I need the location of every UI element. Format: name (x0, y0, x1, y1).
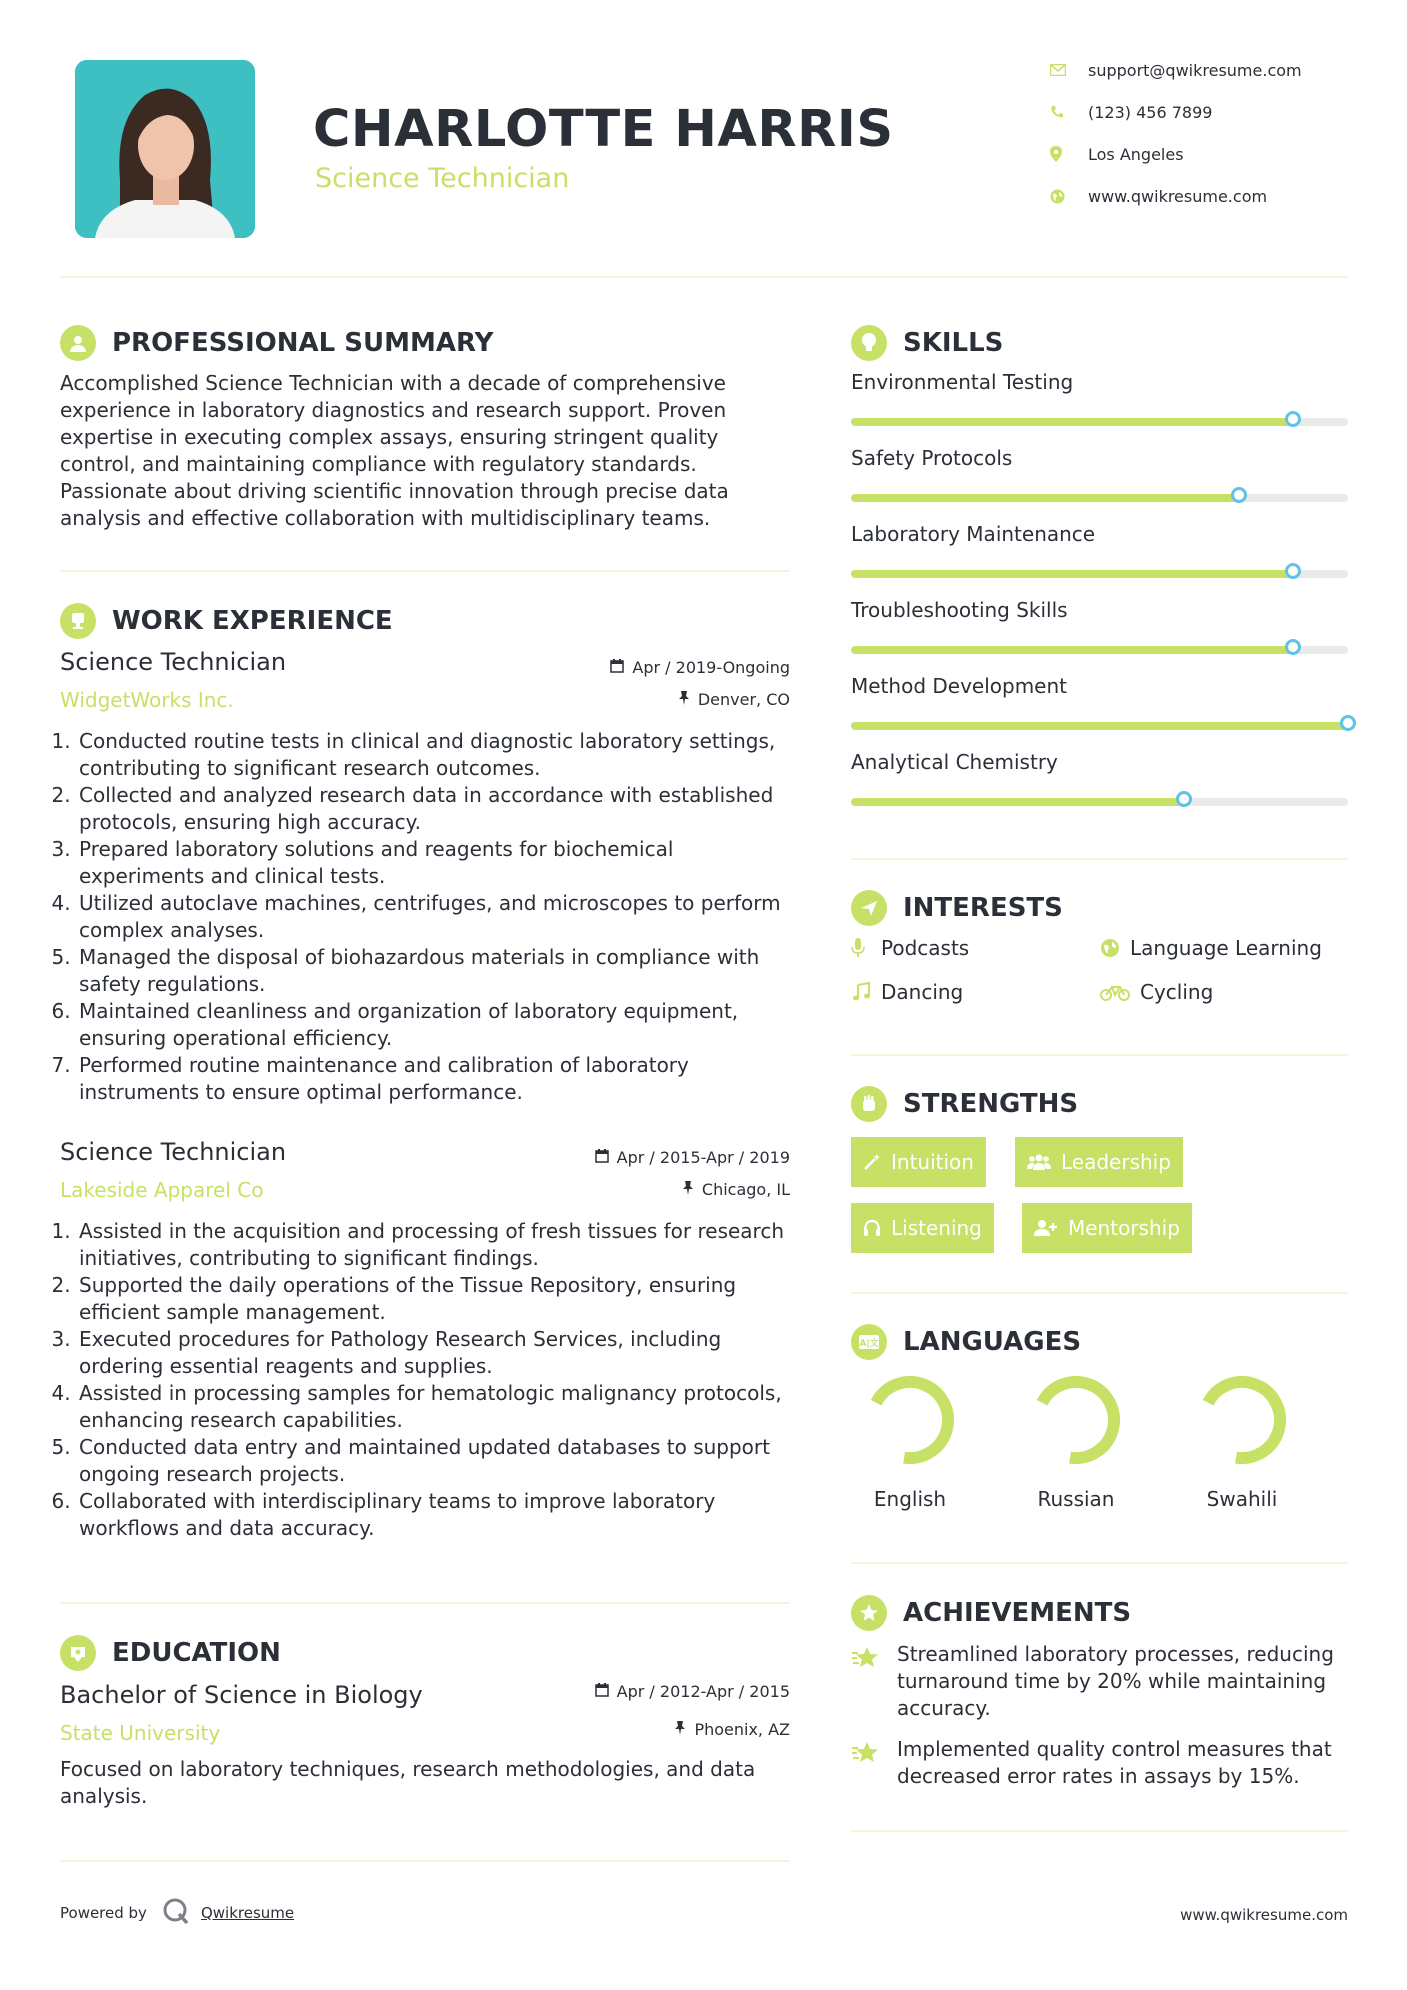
language-label: Russian (1037, 1487, 1115, 1511)
achievement-item (851, 1641, 1348, 1722)
list-item: 6. Maintained cleanliness and organization of laboratory equipment, ensuring operational efficiency. (77, 998, 797, 1052)
education-location-text: Phoenix, AZ (694, 1720, 790, 1739)
calendar-icon (610, 658, 624, 677)
strength-label: Intuition (891, 1150, 974, 1174)
interest-label: Language Learning (1130, 936, 1322, 960)
envelope-icon (1050, 64, 1088, 76)
star-icon (851, 1736, 897, 1790)
skill-knob[interactable] (1176, 791, 1192, 807)
language-label: English (873, 1487, 947, 1511)
job-2-date (500, 1148, 790, 1167)
interest-cycling (1100, 980, 1213, 1004)
list-item: 5. Managed the disposal of biohazardous materials in compliance with safety regulations. (77, 944, 797, 998)
hand-icon (851, 1086, 887, 1122)
skill-fill (851, 646, 1293, 654)
strength-label: Listening (891, 1216, 982, 1240)
candidate-name: CHARLOTTE HARRIS (313, 100, 894, 159)
experience-heading-text: WORK EXPERIENCE (112, 606, 393, 636)
skill-label: Analytical Chemistry (851, 750, 1058, 774)
achievement-text: Streamlined laboratory processes, reducing turnaround time by 20% while maintaining accuracy. (897, 1642, 1334, 1720)
list-item: 2. Collected and analyzed research data in accordance with established protocols, ensuring high accuracy. (77, 782, 797, 836)
skill-knob[interactable] (1285, 639, 1301, 655)
skill-label: Safety Protocols (851, 446, 1013, 470)
star-badge-icon (851, 1595, 887, 1631)
skill-item (851, 598, 1348, 674)
pin-icon (678, 690, 690, 709)
microphone-icon (851, 938, 881, 958)
headphones-icon (863, 1219, 881, 1237)
achievement-text: Implemented quality control measures that decreased error rates in assays by 15%. (897, 1737, 1332, 1788)
strengths-heading (851, 1086, 1078, 1122)
summary-divider (60, 570, 790, 572)
qwikresume-logo-icon (161, 1896, 191, 1930)
strength-tag-mentorship (1022, 1203, 1192, 1253)
interests-heading (851, 890, 1063, 926)
pin-icon (682, 1180, 694, 1199)
job-2-location (500, 1180, 790, 1199)
strengths-heading-text: STRENGTHS (903, 1089, 1079, 1119)
strength-tag-listening (851, 1203, 994, 1253)
interest-podcasts (851, 936, 969, 960)
skill-track (851, 798, 1348, 806)
language-label: Swahili (1206, 1487, 1278, 1511)
language-item (840, 1375, 980, 1511)
job-2-company: Lakeside Apparel Co (60, 1178, 264, 1202)
language-ring (1006, 1375, 1146, 1475)
job-2-responsibilities (57, 1218, 797, 1542)
education-heading (60, 1635, 281, 1671)
skill-knob[interactable] (1285, 411, 1301, 427)
contact-location (1050, 140, 1184, 168)
list-item: 4. Utilized autoclave machines, centrifuges, and microscopes to perform complex analyses. (77, 890, 797, 944)
language-icon (851, 1324, 887, 1360)
job-2-title: Science Technician (60, 1138, 287, 1166)
globe-icon (1100, 938, 1130, 958)
skills-divider (851, 858, 1348, 860)
experience-divider (60, 1602, 790, 1604)
interest-label: Cycling (1140, 980, 1214, 1004)
job-2-date-text: Apr / 2015-Apr / 2019 (616, 1148, 790, 1167)
achievements-divider (851, 1830, 1348, 1832)
skill-item (851, 370, 1348, 446)
briefcase-icon (60, 603, 96, 639)
skill-track (851, 646, 1348, 654)
languages-heading (851, 1324, 1081, 1360)
list-item: 4. Assisted in processing samples for hematologic malignancy protocols, enhancing research capabilities. (77, 1380, 797, 1434)
job-1-title: Science Technician (60, 648, 287, 676)
header-divider (60, 276, 1348, 278)
skill-label: Troubleshooting Skills (851, 598, 1068, 622)
strength-label: Leadership (1061, 1150, 1171, 1174)
skill-fill (851, 570, 1293, 578)
list-item: 1. Conducted routine tests in clinical and diagnostic laboratory settings, contributing to significant research outcomes. (77, 728, 797, 782)
strengths-divider (851, 1292, 1348, 1294)
languages-heading-text: LANGUAGES (903, 1327, 1082, 1357)
skill-item (851, 750, 1348, 826)
language-item (1172, 1375, 1312, 1511)
interest-label: Podcasts (881, 936, 970, 960)
skill-track (851, 418, 1348, 426)
skill-track (851, 494, 1348, 502)
job-1-location-text: Denver, CO (697, 690, 790, 709)
interests-divider (851, 1054, 1348, 1056)
summary-heading (60, 325, 493, 361)
paper-plane-icon (851, 890, 887, 926)
education-date (500, 1682, 790, 1701)
skill-track (851, 722, 1348, 730)
list-item: 2. Supported the daily operations of the Tissue Repository, ensuring efficient sample management. (77, 1272, 797, 1326)
users-icon (1027, 1153, 1051, 1171)
strength-tag-leadership (1015, 1137, 1183, 1187)
contact-phone[interactable] (1050, 98, 1212, 126)
contact-phone-text: (123) 456 7899 (1088, 102, 1213, 122)
achievements-heading-text: ACHIEVEMENTS (903, 1598, 1132, 1628)
summary-heading-text: PROFESSIONAL SUMMARY (112, 328, 494, 358)
skill-fill (851, 418, 1293, 426)
language-ring (1172, 1375, 1312, 1475)
skill-fill (851, 494, 1239, 502)
contact-email[interactable] (1050, 56, 1302, 84)
strength-label: Mentorship (1068, 1216, 1180, 1240)
skills-list (851, 370, 1348, 826)
footer-powered (60, 1896, 294, 1930)
skill-label: Method Development (851, 674, 1068, 698)
powered-by-text: Powered by (60, 1904, 147, 1922)
list-item: 5. Conducted data entry and maintained updated databases to support ongoing research projects. (77, 1434, 797, 1488)
summary-text: Accomplished Science Technician with a decade of comprehensive experience in laboratory diagnostics and research support. Proven expertise in executing complex assays, ensuring stringent quality control, and maintaining compliance with regulatory standards. Passionate about driving scientific innovation through precise data analysis and effective collaboration with multidisciplinary teams. (60, 371, 729, 530)
calendar-icon (595, 1148, 609, 1167)
footer-brand-link[interactable]: Qwikresume (200, 1904, 295, 1922)
contact-website-text: www.qwikresume.com (1088, 186, 1268, 206)
language-ring (840, 1375, 980, 1475)
education-school: State University (60, 1721, 221, 1745)
calendar-icon (595, 1682, 609, 1701)
skills-heading (851, 325, 1003, 361)
contact-website[interactable] (1050, 182, 1267, 210)
pin-icon (674, 1720, 686, 1739)
svg-text:A|文: A|文 (859, 1339, 879, 1349)
experience-heading (60, 603, 393, 639)
phone-icon (1050, 105, 1088, 119)
list-item: 7. Performed routine maintenance and calibration of laboratory instruments to ensure optimal performance. (77, 1052, 797, 1106)
education-date-text: Apr / 2012-Apr / 2015 (616, 1682, 790, 1701)
bicycle-icon (1100, 983, 1140, 1001)
music-note-icon (851, 982, 881, 1002)
job-2-location-text: Chicago, IL (701, 1180, 790, 1199)
skill-fill (851, 722, 1348, 730)
skill-fill (851, 798, 1184, 806)
skill-track (851, 570, 1348, 578)
star-icon (851, 1641, 897, 1722)
profile-photo (75, 60, 255, 238)
contact-email-text: support@qwikresume.com (1088, 60, 1302, 80)
skill-knob[interactable] (1231, 487, 1247, 503)
interest-language-learning (1100, 936, 1322, 960)
contact-location-text: Los Angeles (1088, 144, 1184, 164)
achievements-heading (851, 1595, 1131, 1631)
skill-label: Laboratory Maintenance (851, 522, 1096, 546)
list-item: 3. Executed procedures for Pathology Research Services, including ordering essential reagents and supplies. (77, 1326, 797, 1380)
job-1-date (500, 658, 790, 677)
skill-item (851, 522, 1348, 598)
skill-knob[interactable] (1340, 715, 1356, 731)
education-divider (60, 1860, 790, 1862)
graduation-icon (60, 1635, 96, 1671)
job-1-location (500, 690, 790, 709)
language-item (1006, 1375, 1146, 1511)
skill-label: Environmental Testing (851, 370, 1074, 394)
achievement-item (851, 1736, 1348, 1790)
job-1-responsibilities (57, 728, 797, 1106)
skill-knob[interactable] (1285, 563, 1301, 579)
languages-divider (851, 1562, 1348, 1564)
list-item: 1. Assisted in the acquisition and processing of fresh tissues for research initiatives, contributing to significant findings. (77, 1218, 797, 1272)
location-pin-icon (1050, 146, 1088, 162)
list-item: 6. Collaborated with interdisciplinary teams to improve laboratory workflows and data accuracy. (77, 1488, 797, 1542)
footer-url[interactable]: www.qwikresume.com (1180, 1906, 1348, 1924)
list-item: 3. Prepared laboratory solutions and reagents for biochemical experiments and clinical tests. (77, 836, 797, 890)
strength-tag-intuition (851, 1137, 986, 1187)
languages-list (840, 1375, 1360, 1525)
interests-heading-text: INTERESTS (903, 893, 1063, 923)
magic-wand-icon (863, 1153, 881, 1171)
lightbulb-icon (851, 325, 887, 361)
interest-dancing (851, 980, 963, 1004)
candidate-title: Science Technician (315, 163, 570, 194)
education-heading-text: EDUCATION (112, 1638, 281, 1668)
skill-item (851, 674, 1348, 750)
education-location (500, 1720, 790, 1739)
skills-heading-text: SKILLS (903, 328, 1004, 358)
job-1-date-text: Apr / 2019-Ongoing (632, 658, 790, 677)
user-icon (60, 325, 96, 361)
education-degree: Bachelor of Science in Biology (60, 1681, 423, 1709)
interest-label: Dancing (881, 980, 964, 1004)
globe-icon (1050, 189, 1088, 204)
education-description: Focused on laboratory techniques, research methodologies, and data analysis. (60, 1757, 756, 1808)
job-1-company: WidgetWorks Inc. (60, 688, 234, 712)
user-plus-icon (1034, 1219, 1058, 1237)
skill-item (851, 446, 1348, 522)
